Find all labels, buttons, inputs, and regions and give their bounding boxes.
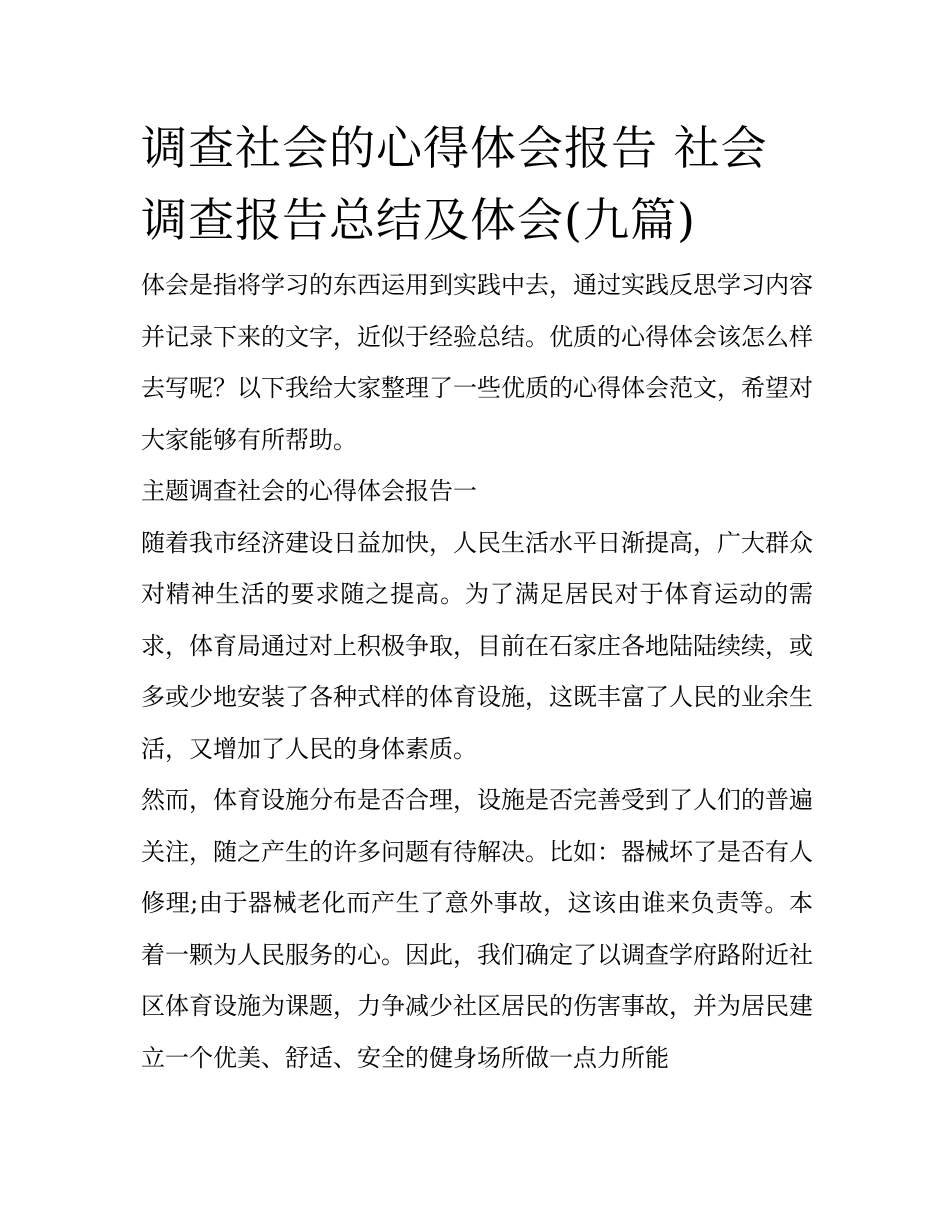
document-title: 调查社会的心得体会报告 社会 调查报告总结及体会(九篇)	[141, 121, 768, 247]
document-body	[141, 112, 813, 1084]
body-paragraph-1: 随着我市经济建设日益加快，人民生活水平日渐提高，广大群众对精神生活的要求随之提高。为了满足居民对于体育运动的需求，体育局通过对上积极争取，目前在石家庄各地陆陆续续，或多或少地安装了各种式样的体育设施，这既丰富了人民的业余生活，又增加了人民的身体素质。	[141, 528, 813, 763]
section-heading: 主题调查社会的心得体会报告一	[141, 477, 477, 505]
intro-paragraph: 体会是指将学习的东西运用到实践中去，通过实践反思学习内容并记录下来的文字，近似于经验总结。优质的心得体会该怎么样去写呢？以下我给大家整理了一些优质的心得体会范文，希望对大家能够有所帮助。	[141, 271, 813, 454]
body-paragraph-2: 然而，体育设施分布是否合理，设施是否完善受到了人们的普遍关注，随之产生的许多问题有待解决。比如：器械坏了是否有人修理;由于器械老化而产生了意外事故，这该由谁来负责等。本着一颗为人民服务的心。因此，我们确定了以调查学府路附近社区体育设施为课题，力争减少社区居民的伤害事故，并为居民建立一个优美、舒适、安全的健身场所做一点力所能	[141, 786, 813, 1072]
